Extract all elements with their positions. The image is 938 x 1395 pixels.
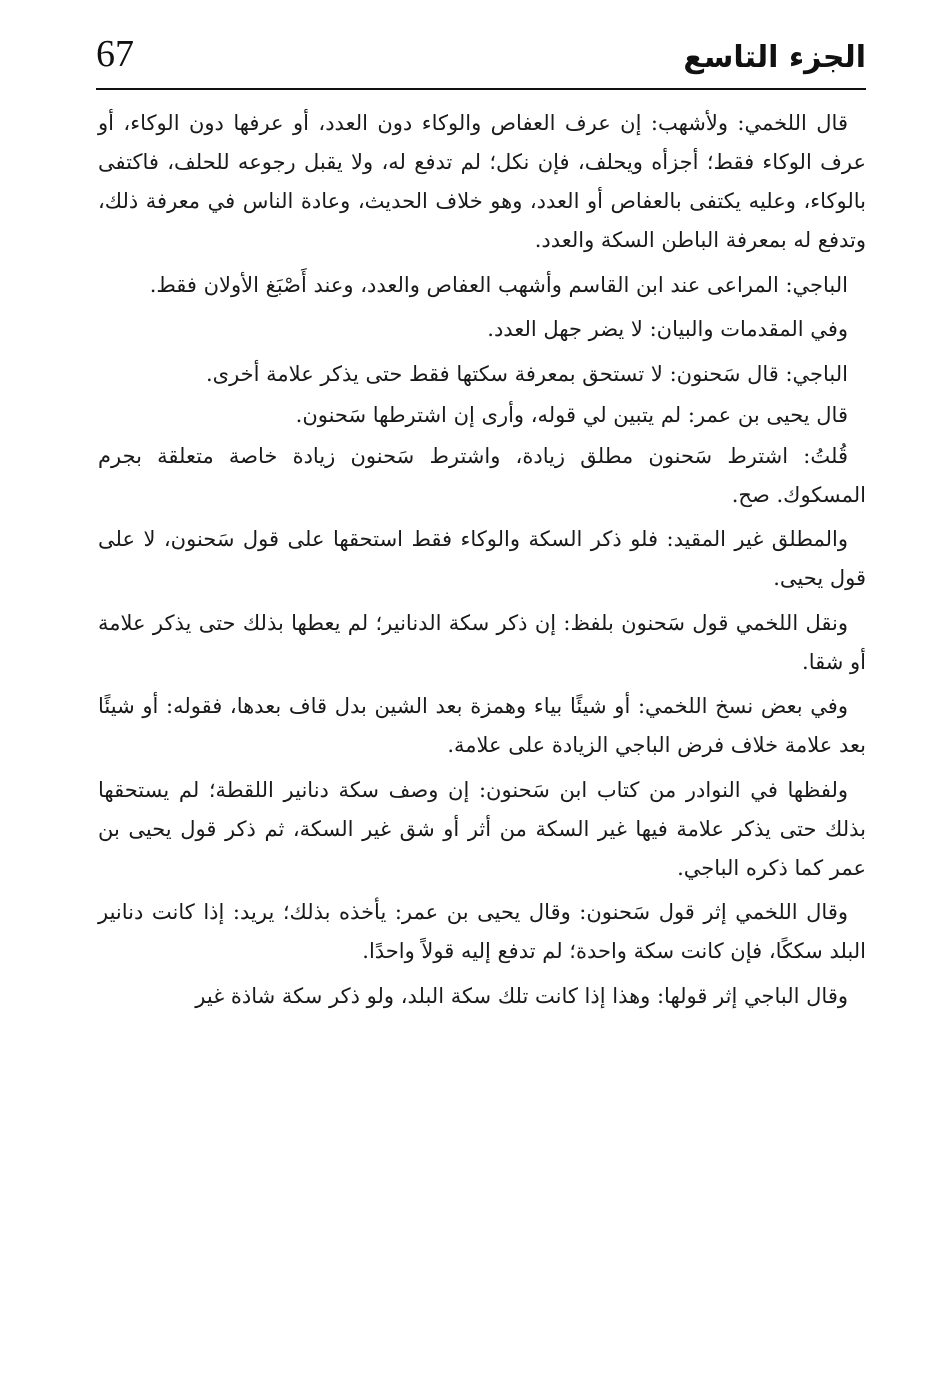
paragraph: وقال اللخمي إثر قول سَحنون: وقال يحيى بن عمر: يأخذه بذلك؛ يريد: إذا كانت دنانير البلد سككًا، فإن كانت سكة واحدة؛ لم تدفع إليه قولاً واحدًا. [98, 900, 866, 963]
body-text [98, 104, 866, 1021]
paragraph: والمطلق غير المقيد: فلو ذكر السكة والوكاء فقط استحقها على قول سَحنون، لا على قول يحيى. [98, 527, 866, 590]
paragraph: ونقل اللخمي قول سَحنون بلفظ: إن ذكر سكة الدنانير؛ لم يعطها بذلك حتى يذكر علامة أو شقا. [98, 610, 866, 674]
part-title: الجزء التاسع [683, 40, 866, 75]
paragraph: ولفظها في النوادر من كتاب ابن سَحنون: إن وصف سكة دنانير اللقطة؛ لم يستحقها بذلك حتى يذكر علامة فيها غير السكة من أثر أو شق غير السكة، ثم ذكر قول يحيى بن عمر كما ذكره الباجي. [98, 777, 866, 880]
paragraph: الباجي: المراعى عند ابن القاسم وأشهب العفاص والعدد، وعند أَصْبَغ الأولان فقط. [149, 272, 848, 297]
running-header [96, 28, 866, 88]
page-number: 67 [96, 33, 134, 75]
paragraph: قُلتُ: اشترط سَحنون مطلق زيادة، واشترط سَحنون زيادة خاصة متعلقة بجرم المسكوك. صح. [98, 443, 866, 507]
paragraph: قال اللخمي: ولأشهب: إن عرف العفاص والوكاء دون العدد، أو عرفها دون الوكاء، أو عرف الوكاء فقط؛ أجزأه ويحلف، فإن نكل؛ لم تدفع له، ولا يقبل رجوعه للحلف، فاكتفى بالوكاء، وعليه يكتفى بالعفاص أو العدد، وهو خلاف الحديث، وعادة الناس في معرفة ذلك، وتدفع له بمعرفة الباطن السكة والعدد. [98, 111, 866, 252]
paragraph: وقال الباجي إثر قولها: وهذا إذا كانت تلك سكة البلد، ولو ذكر سكة شاذة غير [195, 983, 848, 1008]
paragraph: قال يحيى بن عمر: لم يتبين لي قوله، وأرى إن اشترطها سَحنون. [295, 402, 848, 427]
paragraph: الباجي: قال سَحنون: لا تستحق بمعرفة سكتها فقط حتى يذكر علامة أخرى. [205, 361, 848, 386]
paragraph: وفي المقدمات والبيان: لا يضر جهل العدد. [487, 317, 848, 341]
paragraph: وفي بعض نسخ اللخمي: أو شيئًا بياء وهمزة بعد الشين بدل قاف بعدها، فقوله: أو شيئًا بعد علامة خلاف فرض الباجي الزيادة على علامة. [98, 694, 866, 757]
header-divider [96, 88, 866, 90]
